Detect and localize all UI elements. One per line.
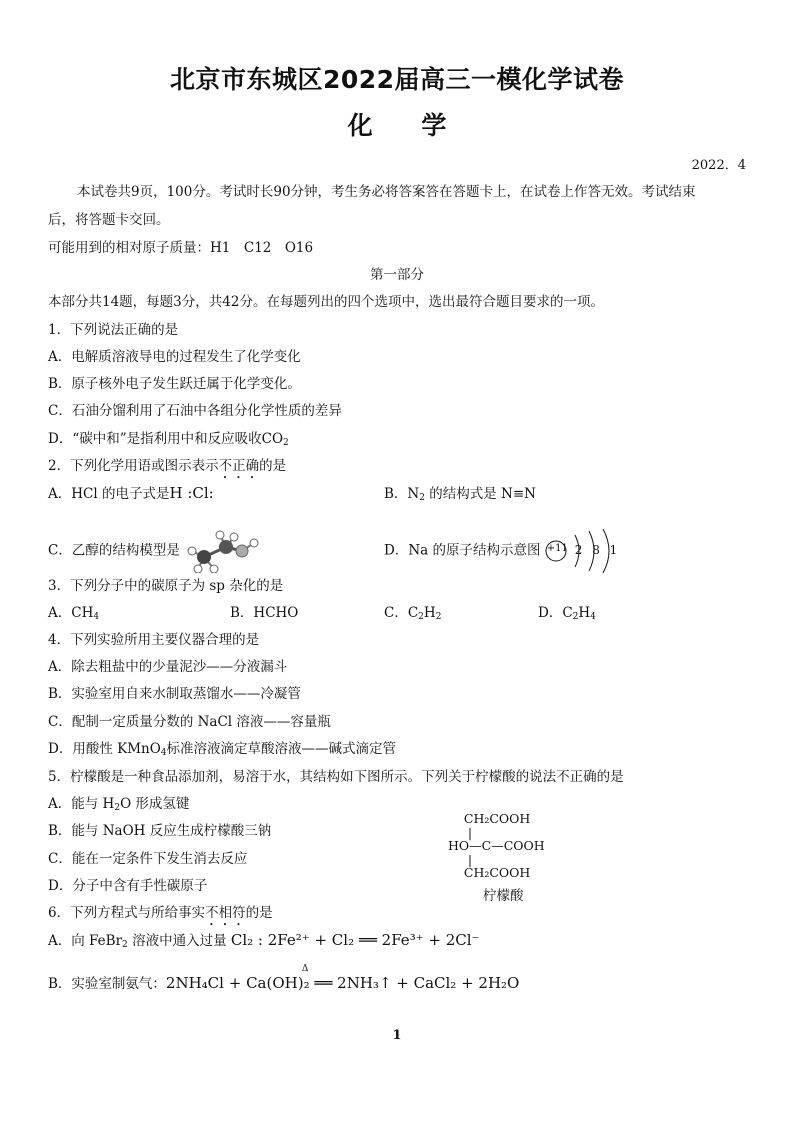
q5-option-c: C．能在一定条件下发生消去反应	[48, 851, 248, 867]
q4-option-a: A．除去粗盐中的少量泥沙——分液漏斗	[48, 659, 288, 675]
q2-option-c: C．乙醇的结构模型是	[48, 529, 262, 573]
intro-line-2: 后，将答题卡交回。	[48, 212, 170, 228]
q4-option-c: C．配制一定质量分数的 NaCl 溶液——容量瓶	[48, 714, 331, 730]
heating-condition-mark: Δ	[301, 964, 309, 974]
q3-option-d: D．$C_2H_4$	[538, 605, 596, 622]
q1-stem: 1．下列说法正确的是	[48, 322, 179, 338]
q1-option-a: A．电解质溶液导电的过程发生了化学变化	[48, 349, 301, 365]
subject-title: 化 学	[347, 111, 447, 140]
atomic-mass-note: 可能用到的相对原子质量：H1 C12 O16	[48, 240, 314, 256]
na-atom-diagram-icon	[545, 529, 621, 573]
intro-line-1: 本试卷共9页，100分。考试时长90分钟，考生务必将答案答在答题卡上，在试卷上作答无效。考试结束	[77, 184, 696, 200]
exam-title: 北京市东城区2022届高三一模化学试卷	[169, 65, 625, 94]
exam-date: 2022．4	[691, 158, 746, 173]
q6-option-a: A．向 FeBr$_2$ 溶液中通入过量 Cl₂ : 2Fe²⁺ + Cl₂ ══ 2Fe³⁺ + 2Cl⁻	[48, 931, 480, 950]
q4-option-b: B．实验室用自来水制取蒸馏水——冷凝管	[48, 686, 301, 702]
q6-a-equation: Cl₂ : 2Fe²⁺ + Cl₂ ══ 2Fe³⁺ + 2Cl⁻	[230, 931, 480, 949]
part-heading: 第一部分	[370, 267, 424, 283]
citric-acid-label: 柠檬酸	[483, 888, 524, 904]
q4-stem: 4．下列实验所用主要仪器合理的是	[48, 632, 260, 648]
citric-acid-structure: CH₂COOH | HO—C—COOH | CH₂COOH	[448, 811, 545, 880]
q1-option-b: B．原子核外电子发生跃迁属于化学变化。	[48, 376, 301, 392]
hcl-electron-formula: H :Cl:	[169, 484, 214, 502]
q5-stem: 5．柠檬酸是一种食品添加剂，易溶于水，其结构如下图所示。下列关于柠檬酸的说法不正确的是	[48, 769, 624, 785]
q4-option-d: D．用酸性 KMnO$_4$标准溶液滴定草酸溶液——碱式滴定管	[48, 741, 397, 758]
q2-option-b: B．$N_2$ 的结构式是 N≡N	[384, 486, 536, 503]
q3-option-b: B．HCHO	[230, 605, 299, 621]
q3-stem: 3．下列分子中的碳原子为 sp 杂化的是	[48, 578, 284, 594]
q6-option-b: B．实验室制氨气：2NH₄Cl + Ca(OH)₂ ══ 2NH₃↑ + CaCl₂ + 2H₂O Δ	[48, 964, 520, 992]
na-nucleus-label: +11	[546, 543, 568, 554]
q2-option-a: A．HCl 的电子式是H :Cl:	[48, 484, 214, 502]
q6-b-equation: 2NH₄Cl + Ca(OH)₂ ══ 2NH₃↑ + CaCl₂ + 2H₂O	[165, 974, 520, 992]
q5-option-a: A．能与 $H_2O$ 形成氢键	[48, 796, 190, 813]
q2-stem: 2．下列化学用语或图示表示不正确的是	[48, 458, 287, 474]
q1-option-d: D．“碳中和”是指利用中和反应吸收$CO_2$	[48, 431, 289, 448]
q1-option-c: C．石油分馏利用了石油中各组分化学性质的差异	[48, 403, 342, 419]
page-number: 1	[392, 1028, 402, 1043]
q3-option-c: C．$C_2H_2$	[384, 605, 442, 622]
q5-option-d: D．分子中含有手性碳原子	[48, 878, 208, 894]
q3-option-a: A．$CH_4$	[48, 605, 100, 622]
na-shell-electrons: 2 8 1	[574, 543, 621, 557]
part-instruction: 本部分共14题，每题3分，共42分。在每题列出的四个选项中，选出最符合题目要求的一项。	[48, 294, 604, 310]
ethanol-model-icon	[184, 529, 262, 573]
q5-option-b: B．能与 NaOH 反应生成柠檬酸三钠	[48, 823, 272, 839]
q2-option-d: D．Na 的原子结构示意图 +11 2 8 1	[384, 529, 617, 573]
q6-stem: 6．下列方程式与所给事实不相符的是	[48, 905, 273, 921]
